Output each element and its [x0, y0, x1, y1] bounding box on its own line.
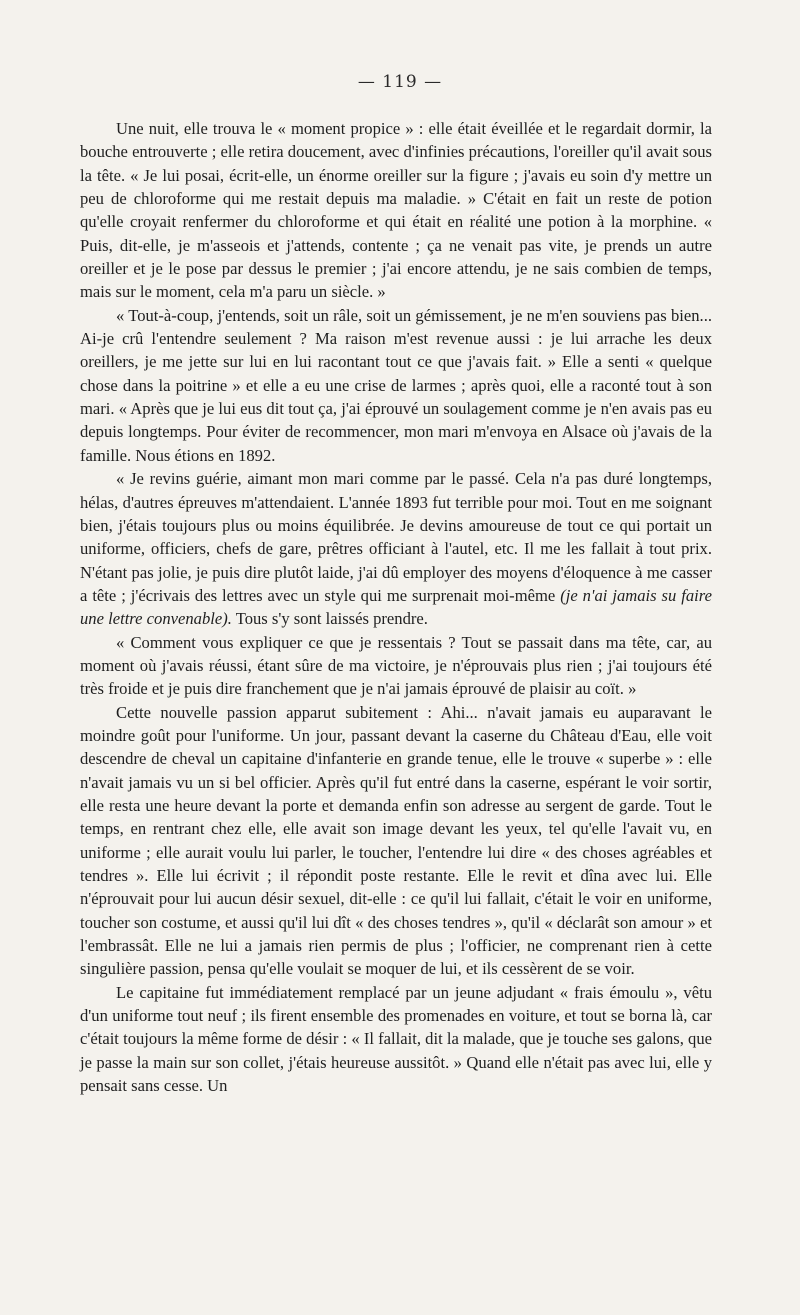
paragraph-1: Une nuit, elle trouva le « moment propice » : elle était éveillée et le regardait dormir, la bouche entrouverte ; elle retira doucement, avec d'infinies précautions, l'oreiller qu'il avait sous la tête. « Je lui posai, écrit-elle, un énorme oreiller sur la figure ; j'avais eu soin d'y mettre un peu de chloroforme qui me restait depuis ma maladie. » C'était en fait un reste de potion qu'elle croyait renfermer du chloroforme et qui était en réalité une potion à la morphine. « Puis, dit-elle, je m'asseois et j'attends, contente ; ça ne venait pas vite, je prends un autre oreiller et je le pose par dessus le premier ; j'ai encore attendu, je ne sais combien de temps, mais sur le moment, cela m'a paru un siècle. » [80, 119, 712, 302]
paragraph-3-italic: (je n'ai jamais su faire une lettre convenable). [80, 585, 712, 629]
paragraph-3 [80, 467, 712, 630]
paragraph-3-end: Tous s'y sont laissés prendre. [231, 609, 428, 629]
paragraph-3-text: « Je revins guérie, aimant mon mari comme par le passé. Cela n'a pas duré longtemps, hélas, d'autres épreuves m'attendaient. L'année 1893 fut terrible pour moi. Tout en me soignant bien, j'étais toujours plus ou moins équilibrée. Je devins amoureuse de tout ce qui portait un uniforme, officiers, chefs de gare, prêtres officiant à l'autel, etc. Il me les fallait à tout prix. N'étant pas jolie, je puis dire plutôt laide, j'ai dû employer des moyens d'éloquence à me casser a tête ; j'écrivais des lettres avec un style qui me surprenait moi-même [80, 469, 712, 605]
page-number: — 119 — [357, 72, 443, 92]
paragraph-6: Le capitaine fut immédiatement remplacé par un jeune adjudant « frais émoulu », vêtu d'un uniforme tout neuf ; ils firent ensemble des promenades en voiture, et tout se borna là, car c'était toujours la même forme de désir : « Il fallait, dit la malade, que je touche ses galons, que je passe la main sur son collet, j'étais heureuse aussitôt. » Quand elle n'était pas avec lui, elle y pensait sans cesse. Un [80, 982, 712, 1096]
paragraph-2: « Tout-à-coup, j'entends, soit un râle, soit un gémissement, je ne m'en souviens pas bien... Ai-je crû l'entendre seulement ? Ma raison m'est revenue aussi : je lui arrache les deux oreillers, je me jette sur lui en lui racontant tout ce que j'avais fait. » Elle a senti « quelque chose dans la poitrine » et elle a eu une crise de larmes ; après quoi, elle a raconté tout à son mari. « Après que je lui eus dit tout ça, j'ai éprouvé un soulagement comme je n'en avais pas eu depuis longtemps. Pour éviter de recommencer, mon mari m'envoya en Alsace où j'avais de la famille. Nous étions en 1892. [80, 305, 712, 465]
paragraph-5: Cette nouvelle passion apparut subitement : Ahi... n'avait jamais eu auparavant le moindre goût pour l'uniforme. Un jour, passant devant la caserne du Château d'Eau, elle voit descendre de cheval un capitaine d'infanterie en grande tenue, elle le trouve « superbe » : elle n'avait jamais vu un si bel officier. Après qu'il fut entré dans la caserne, espérant le voir sortir, elle resta une heure devant la porte et demanda enfin son adresse au sergent de garde. Tout le temps, en rentrant chez elle, elle avait son image devant les yeux, tel qu'elle l'avait vu, en uniforme ; elle aurait voulu lui parler, le toucher, l'entendre lui dire « des choses agréables et tendres ». Elle lui écrivit ; il répondit poste restante. Elle le revit et dîna avec lui. Elle n'éprouvait pour lui aucun désir sexuel, dit-elle : ce qu'il lui fallait, c'était le voir en uniforme, toucher son costume, et aussi qu'il lui dît « des choses tendres », qu'il « déclarât son amour » et l'embrassât. Elle ne lui a jamais rien permis de plus ; l'officier, ne comprenant rien à cette singulière passion, pensa qu'elle voulait se moquer de lui, et ils cessèrent de se voir. [80, 702, 712, 979]
body-text [80, 117, 712, 1097]
paragraph-4: « Comment vous expliquer ce que je ressentais ? Tout se passait dans ma tête, car, au moment où j'avais réussi, étant sûre de ma victoire, je n'éprouvais plus rien ; j'ai toujours été très froide et je puis dire franchement que je n'ai jamais éprouvé de plaisir au coït. » [80, 632, 712, 699]
